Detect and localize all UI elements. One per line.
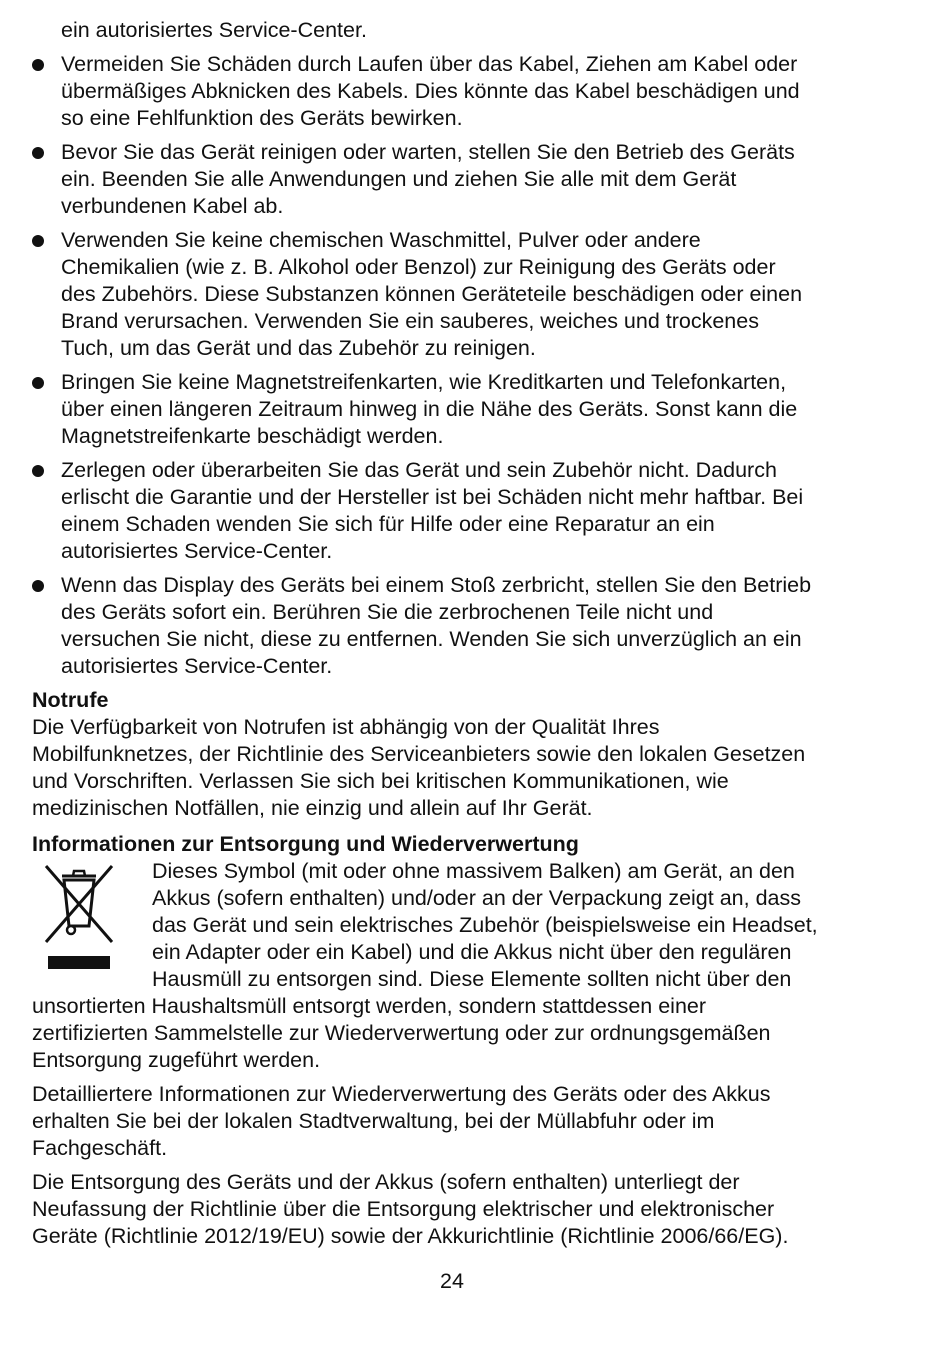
safety-bullet [32, 227, 892, 362]
disposal-paragraph-2: Detailliertere Informationen zur Wiederverwertung des Geräts oder des Akkus erhalten Sie bei der lokalen Stadtverwaltung, bei der Müllabfuhr oder im Fachgeschäft. [32, 1082, 771, 1160]
bullet-dot-icon [32, 580, 44, 592]
bullet-text: Bevor Sie das Gerät reinigen oder warten, stellen Sie den Betrieb des Geräts ein. Beenden Sie alle Anwendungen und ziehen Sie alle mit dem Gerät verbundenen Kabel ab. [61, 140, 795, 218]
disposal-symbol-text-continued: unsortierten Haushaltsmüll entsorgt werden, sondern stattdessen einer zertifizierten Sammelstelle zur Wiederverwertung oder zur ordnungsgemäßen Entsorgung zugeführt werden. [32, 994, 771, 1072]
page-number: 24 [440, 1269, 464, 1293]
bullet-text: Wenn das Display des Geräts bei einem Stoß zerbricht, stellen Sie den Betrieb des Geräts sofort ein. Berühren Sie die zerbrochenen Teile nicht und versuchen Sie nicht, diese zu entfernen. Wenden Sie sich unverzüglich an ein autorisiertes Service-Center. [61, 573, 812, 678]
crossed-out-wheelie-bin-icon [38, 858, 120, 970]
content-column [32, 17, 892, 1257]
bullet-dot-icon [32, 235, 44, 247]
bullet-text: Bringen Sie keine Magnetstreifenkarten, wie Kreditkarten und Telefonkarten, über einen längeren Zeitraum hinweg in die Nähe des Geräts. Sonst kann die Magnetstreifenkarte beschädigt werden. [61, 370, 798, 448]
bullet-dot-icon [32, 59, 44, 71]
safety-bullet [32, 369, 892, 450]
safety-bullet [32, 572, 892, 680]
bullet-text: Vermeiden Sie Schäden durch Laufen über das Kabel, Ziehen am Kabel oder übermäßiges Abknicken des Kabels. Dies könnte das Kabel beschädigen und so eine Fehlfunktion des Geräts bewirken. [61, 52, 800, 130]
disposal-symbol-text: Dieses Symbol (mit oder ohne massivem Balken) am Gerät, an den Akkus (sofern enthalten) und/oder an der Verpackung zeigt an, dass das Gerät und sein elektrisches Zubehör (beispielsweise ein Headset, ein Adapter oder ein Kabel) und die Akkus nicht über den regulären Hausmüll zu entsorgen sind. Diese Elemente sollten nicht über den [152, 859, 818, 991]
disposal-paragraph-3: Die Entsorgung des Geräts und der Akkus (sofern enthalten) unterliegt der Neufassung der Richtlinie über die Entsorgung elektrischer und elektronischer Geräte (Richtlinie 2012/19/EU) sowie der Akkurichtlinie (Richtlinie 2006/66/EG). [32, 1170, 789, 1248]
bullet-dot-icon [32, 465, 44, 477]
disposal-heading: Informationen zur Entsorgung und Wiederverwertung [32, 832, 579, 856]
bullet-text: Verwenden Sie keine chemischen Waschmittel, Pulver oder andere Chemikalien (wie z. B. Alkohol oder Benzol) zur Reinigung des Geräts oder des Zubehörs. Diese Substanzen können Geräteteile beschädigen oder einen Brand verursachen. Verwenden Sie ein sauberes, weiches und trockenes Tuch, um das Gerät und das Zubehör zu reinigen. [61, 228, 803, 360]
emergency-paragraph: Die Verfügbarkeit von Notrufen ist abhängig von der Qualität Ihres Mobilfunknetzes, der Richtlinie des Serviceanbieters sowie den lokalen Gesetzen und Vorschriften. Verlassen Sie sich bei kritischen Kommunikationen, wie medizinischen Notfällen, nie einzig und allein auf Ihr Gerät. [32, 715, 806, 820]
disposal-symbol-block [32, 858, 892, 993]
safety-bullet [32, 51, 892, 132]
bullet-dot-icon [32, 377, 44, 389]
safety-bullet [32, 139, 892, 220]
bullet-text: Zerlegen oder überarbeiten Sie das Gerät und sein Zubehör nicht. Dadurch erlischt die Garantie und der Hersteller ist bei Schäden nicht mehr haftbar. Bei einem Schaden wenden Sie sich für Hilfe oder eine Reparatur an ein autorisiertes Service-Center. [61, 458, 804, 563]
intro-continuation: ein autorisiertes Service-Center. [61, 18, 367, 42]
safety-bullet-list [32, 51, 892, 680]
safety-bullet [32, 457, 892, 565]
emergency-heading: Notrufe [32, 688, 109, 712]
bullet-dot-icon [32, 147, 44, 159]
